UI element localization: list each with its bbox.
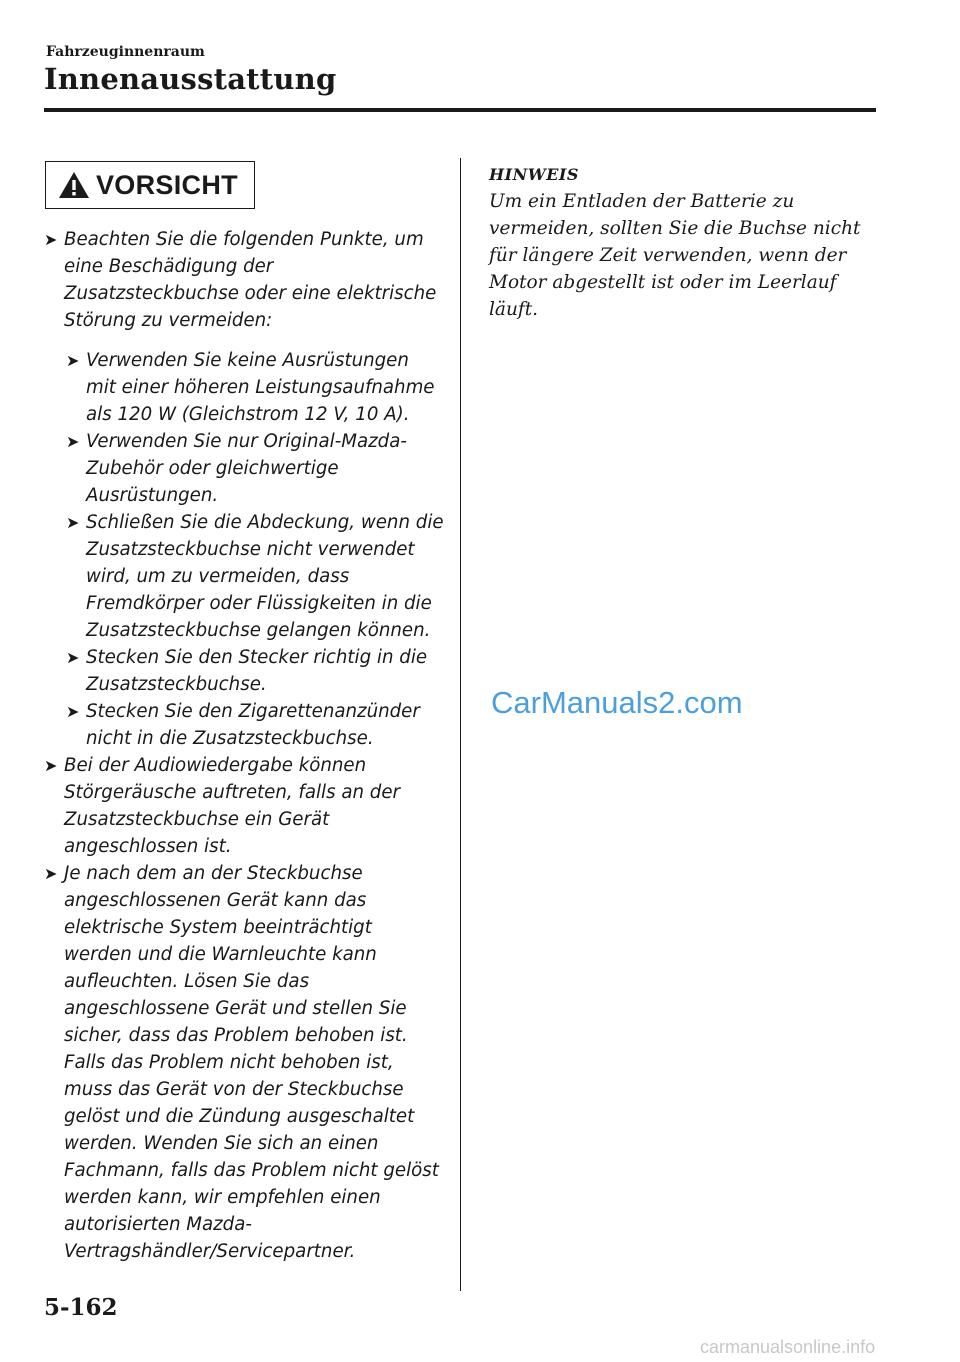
caution-subitem (66, 698, 444, 752)
caution-subitem (66, 644, 444, 698)
arrow-bullet-icon: ➤ (66, 513, 80, 532)
page-title: Innenausstattung (44, 62, 337, 96)
caution-subitem (66, 509, 444, 644)
caution-subitem (66, 347, 444, 428)
caution-subitem (66, 428, 444, 509)
caution-heading-box (45, 161, 255, 209)
caution-item (44, 226, 444, 334)
column-divider (460, 158, 461, 1291)
caution-item (44, 860, 444, 1265)
caution-subitem-text: Verwenden Sie nur Original-Mazda-Zubehör oder gleichwertige Ausrüstungen. (86, 431, 407, 506)
arrow-bullet-icon: ➤ (44, 756, 58, 775)
caution-subitem-text: Verwenden Sie keine Ausrüstungen mit einer höheren Leistungsaufnahme als 120 W (Gleichstrom 12 V, 10 A). (86, 350, 435, 425)
note-text: Um ein Entladen der Batterie zu vermeiden, sollten Sie die Buchse nicht für längere Zeit verwenden, wenn der Motor abgestellt ist oder im Leerlauf läuft. (489, 191, 861, 320)
caution-item-text: Je nach dem an der Steckbuchse angeschlossenen Gerät kann das elektrische System beeinträchtigt werden und die Warnleuchte kann aufleuchten. Lösen Sie das angeschlossene Gerät und stellen Sie sicher, dass das Problem behoben ist. Falls das Problem nicht behoben ist, muss das Gerät von der Steckbuchse gelöst und die Zündung ausgeschaltet werden. Wenden Sie sich an einen Fachmann, falls das Problem nicht gelöst werden kann, wir empfehlen einen autorisierten Mazda-Vertragshändler/Servicepartner. (64, 863, 439, 1262)
arrow-bullet-icon: ➤ (44, 864, 58, 883)
arrow-bullet-icon: ➤ (44, 230, 58, 249)
caution-subitem-text: Stecken Sie den Zigarettenanzünder nicht in die Zusatzsteckbuchse. (86, 701, 420, 749)
note-heading: HINWEIS (489, 165, 579, 184)
footer-watermark: carmanualsonline.info (700, 1337, 876, 1357)
arrow-bullet-icon: ➤ (66, 351, 80, 370)
chapter-label: Fahrzeuginnenraum (46, 44, 205, 60)
watermark-logo: CarManuals2.com (491, 685, 743, 720)
arrow-bullet-icon: ➤ (66, 432, 80, 451)
caution-subitem-text: Stecken Sie den Stecker richtig in die Zusatzsteckbuchse. (86, 647, 428, 695)
caution-item (44, 752, 444, 860)
arrow-bullet-icon: ➤ (66, 702, 80, 721)
caution-item-text: Bei der Audiowiedergabe können Störgeräusche auftreten, falls an der Zusatzsteckbuchse ein Gerät angeschlossen ist. (64, 755, 400, 857)
caution-list (44, 226, 444, 1265)
page-number: 5-162 (44, 1294, 118, 1321)
warning-triangle-icon (58, 171, 90, 199)
caution-title: VORSICHT (96, 169, 238, 200)
note-section (489, 161, 879, 323)
header-rule (44, 108, 876, 112)
caution-sub-list (66, 347, 444, 752)
caution-subitem-text: Schließen Sie die Abdeckung, wenn die Zusatzsteckbuchse nicht verwendet wird, um zu vermeiden, dass Fremdkörper oder Flüssigkeiten in die Zusatzsteckbuchse gelangen können. (86, 512, 444, 641)
caution-item-text: Beachten Sie die folgenden Punkte, um eine Beschädigung der Zusatzsteckbuchse oder eine elektrische Störung zu vermeiden: (64, 229, 437, 331)
arrow-bullet-icon: ➤ (66, 648, 80, 667)
